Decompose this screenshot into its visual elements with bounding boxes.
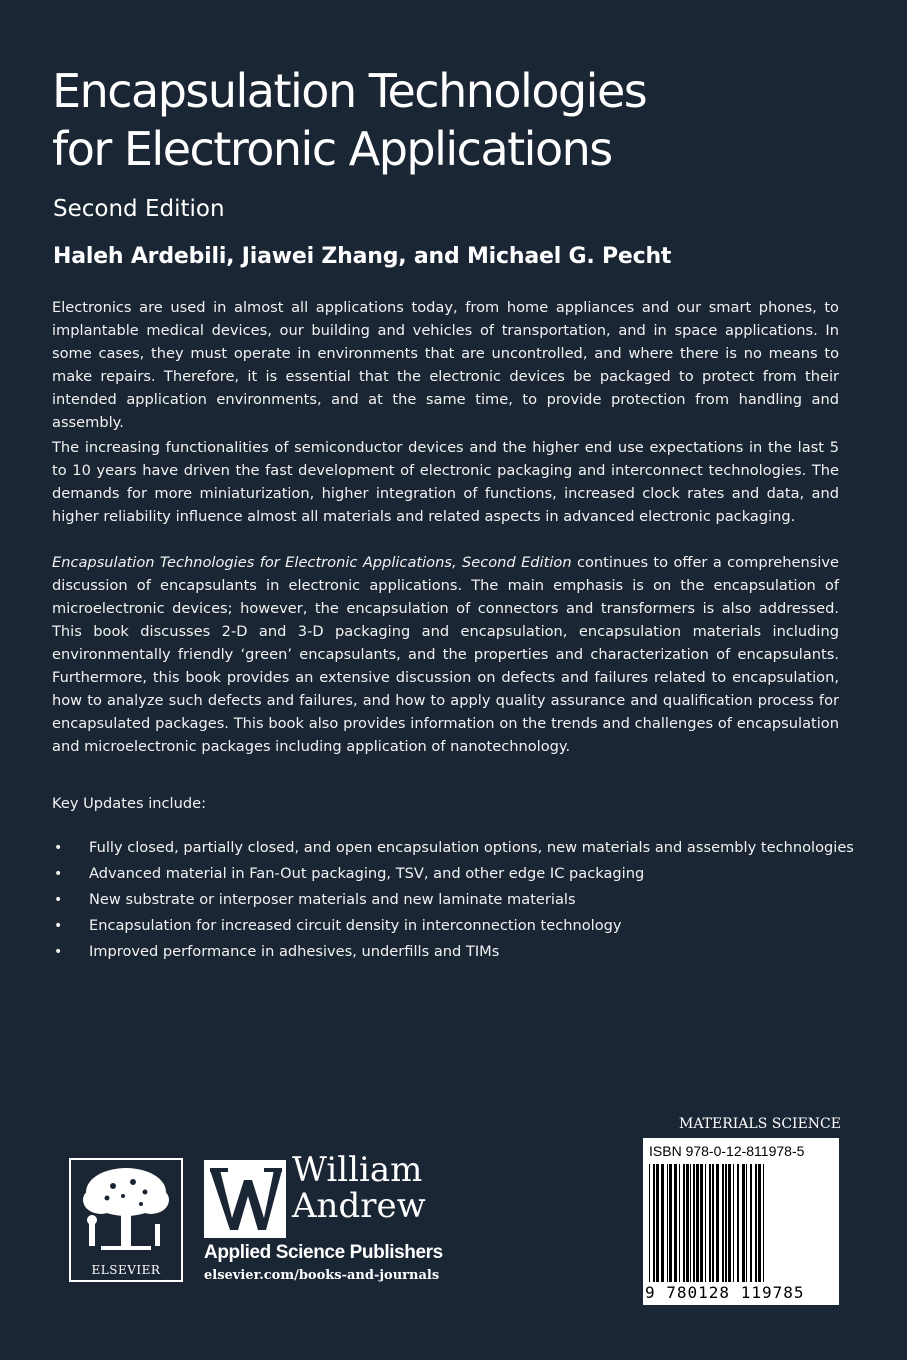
paragraph-3-text: continues to offer a comprehensive discussion of encapsulants in electronic applications. The main emphasis is on the encapsulation of microelectronic devices; however, the encapsulation of connectors and transformers is also addressed. This book discusses 2-D and 3-D packaging and encapsulation, encapsulation materials including environmentally friendly ‘green’ encapsulants, and the properties and characterization of encapsulants. Furthermore, this book provides an extensive discussion on defects and failures related to encapsulation, how to analyze such defects and failures, and how to apply quality assurance and qualification process for encapsulated packages. This book also provides information on the trends and challenges of encapsulation and microelectronic packages including application of nanotechnology.	[52, 554, 840, 755]
barcode-bar	[746, 1164, 747, 1282]
publisher-website: elsevier.com/books-and-journals	[204, 1268, 440, 1283]
barcode-bar	[712, 1164, 714, 1282]
barcode-bar	[758, 1164, 761, 1282]
bullet-icon: •	[54, 892, 63, 908]
bullet-icon: •	[54, 866, 63, 882]
barcode-bar	[763, 1164, 764, 1282]
key-updates-heading: Key Updates include:	[52, 795, 206, 812]
william-andrew-line-1: William	[292, 1150, 423, 1190]
barcode-bar	[742, 1164, 745, 1282]
barcode-bar	[693, 1164, 695, 1282]
barcode-bar	[667, 1164, 668, 1282]
barcode-bar	[733, 1164, 734, 1282]
william-andrew-wa-icon	[204, 1160, 286, 1238]
barcode-bar	[656, 1164, 659, 1282]
list-item	[52, 861, 854, 887]
barcode-bar	[674, 1164, 677, 1282]
barcode-bar	[737, 1164, 739, 1282]
book-title-italic: Encapsulation Technologies for Electronic Applications, Second Edition	[52, 554, 572, 571]
list-item-text: Encapsulation for increased circuit density in interconnection technology	[89, 917, 622, 934]
barcode-bar	[722, 1164, 724, 1282]
barcode-bar	[755, 1164, 757, 1282]
list-item	[52, 913, 854, 939]
elsevier-logo	[69, 1158, 183, 1282]
bullet-icon: •	[54, 944, 63, 960]
list-item	[52, 887, 854, 913]
bullet-icon: •	[54, 840, 63, 856]
publisher-tagline: Applied Science Publishers	[204, 1242, 443, 1263]
list-item-text: Improved performance in adhesives, underfills and TIMs	[89, 943, 500, 960]
description-paragraph-1: Electronics are used in almost all applications today, from home appliances and our smart phones, to implantable medical devices, our building and vehicles of transportation, and in space applications. In some cases, they must operate in environments that are uncontrolled, and where there is no means to make repairs. Therefore, it is essential that the electronic devices be packaged to protect from their intended application environments, and at the same time, to provide protection from handling and assembly.	[52, 299, 839, 431]
barcode-bar	[728, 1164, 731, 1282]
list-item-text: Fully closed, partially closed, and open encapsulation options, new materials and assembly technologies	[89, 839, 854, 856]
barcode-bar	[716, 1164, 719, 1282]
barcode-bar	[709, 1164, 711, 1282]
barcode-bar	[649, 1164, 650, 1282]
barcode-bar	[690, 1164, 691, 1282]
barcode-bar	[669, 1164, 672, 1282]
william-andrew-name	[292, 1152, 426, 1224]
book-title-line-1: Encapsulation Technologies	[52, 64, 647, 118]
book-title-line-2: for Electronic Applications	[52, 122, 612, 176]
list-item-text: New substrate or interposer materials and new laminate materials	[89, 891, 576, 908]
authors: Haleh Ardebili, Jiawei Zhang, and Michael G. Pecht	[53, 244, 672, 269]
barcode-bar	[679, 1164, 680, 1282]
william-andrew-logo	[204, 1160, 286, 1238]
barcode-bar	[683, 1164, 685, 1282]
barcode-number: 9 780128 119785	[645, 1283, 835, 1302]
barcode-bar	[661, 1164, 664, 1282]
william-andrew-line-2: Andrew	[292, 1186, 426, 1226]
list-item	[52, 939, 854, 965]
barcode-bar	[705, 1164, 706, 1282]
list-item	[52, 835, 854, 861]
barcode-panel	[643, 1138, 839, 1305]
key-updates-list	[52, 835, 854, 965]
elsevier-tree-icon	[71, 1162, 181, 1262]
category-label: MATERIALS SCIENCE	[679, 1116, 841, 1132]
barcode-bar	[700, 1164, 703, 1282]
barcode-bar	[750, 1164, 752, 1282]
barcode-bar	[725, 1164, 727, 1282]
description-paragraph-3	[52, 551, 839, 758]
bullet-icon: •	[54, 918, 63, 934]
description-paragraph-2: The increasing functionalities of semiconductor devices and the higher end use expectations in the last 5 to 10 years have driven the fast development of electronic packaging and interconnect technologies. The demands for more miniaturization, higher integration of functions, increased clock rates and data, and higher reliability influence almost all materials and related aspects in advanced electronic packaging.	[52, 439, 839, 525]
isbn-label: ISBN 978-0-12-811978-5	[649, 1143, 805, 1159]
elsevier-wordmark: ELSEVIER	[91, 1263, 161, 1277]
barcode-bar	[653, 1164, 655, 1282]
list-item-text: Advanced material in Fan-Out packaging, TSV, and other edge IC packaging	[89, 865, 645, 882]
book-title	[52, 62, 872, 178]
barcode-bar	[696, 1164, 699, 1282]
edition-label: Second Edition	[53, 196, 225, 222]
barcode-bar	[686, 1164, 689, 1282]
barcode-bars	[649, 1164, 833, 1282]
